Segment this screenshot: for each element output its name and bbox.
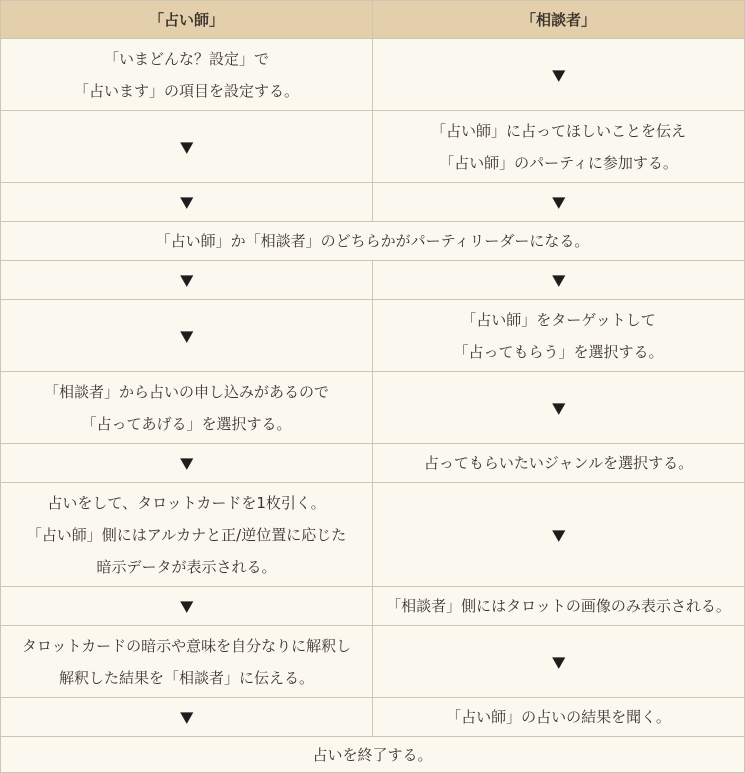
fortune-teller-step-cell (1, 483, 373, 587)
step-text-line: 「占います」の項目を設定する。 (73, 81, 299, 100)
down-triangle-icon: ▼ (551, 193, 566, 211)
step-text-line: 占ってもらいたいジャンルを選択する。 (423, 454, 694, 472)
step-text-line: 「占い師」の占いの結果を聞く。 (446, 708, 671, 726)
down-triangle-icon: ▼ (179, 454, 194, 472)
step-text-line: タロットカードの暗示や意味を自分なりに解釈し (21, 636, 352, 655)
flow-row (1, 444, 745, 483)
fortune-teller-step-cell (1, 183, 373, 222)
down-triangle-icon: ▼ (551, 652, 566, 671)
step-text-line: 「相談者」から占いの申し込みがあるので (43, 382, 329, 401)
step-text-line: 「占い師」側にはアルカナと正/逆位置に応じた (26, 525, 347, 544)
flow-body (1, 39, 745, 773)
step-text-line: 占いをして、タロットカードを1枚引く。 (47, 493, 326, 512)
step-text-line: 「占い師」のパーティに参加する。 (439, 153, 678, 172)
flow-row (1, 300, 745, 372)
flow-row (1, 737, 745, 773)
fortune-teller-step-cell (1, 39, 373, 111)
down-triangle-icon: ▼ (179, 193, 194, 211)
consultant-step-cell (373, 111, 745, 183)
header-consultant: 「相談者」 (373, 1, 745, 39)
flow-row (1, 483, 745, 587)
flow-row (1, 222, 745, 261)
down-triangle-icon: ▼ (179, 597, 194, 615)
step-text-line: 「占い師」に占ってほしいことを伝え (430, 121, 686, 140)
consultant-step-cell (373, 587, 745, 626)
down-triangle-icon: ▼ (179, 137, 194, 156)
shared-step-cell (1, 222, 745, 261)
step-text-line: 占いを終了する。 (312, 745, 433, 764)
fortune-teller-step-cell (1, 372, 373, 444)
consultant-step-cell (373, 483, 745, 587)
step-text-line: 「占ってあげる」を選択する。 (81, 414, 292, 433)
step-text-line: 解釈した結果を「相談者」に伝える。 (58, 668, 314, 687)
flow-row (1, 183, 745, 222)
consultant-step-cell (373, 300, 745, 372)
consultant-step-cell (373, 39, 745, 111)
fortune-teller-step-cell (1, 261, 373, 300)
fortune-teller-step-cell (1, 626, 373, 698)
consultant-step-cell (373, 444, 745, 483)
down-triangle-icon: ▼ (551, 398, 566, 417)
consultant-step-cell (373, 626, 745, 698)
step-text-line: 「占ってもらう」を選択する。 (453, 342, 664, 361)
down-triangle-icon: ▼ (179, 326, 194, 345)
down-triangle-icon: ▼ (551, 65, 566, 84)
flow-row (1, 261, 745, 300)
fortune-teller-step-cell (1, 111, 373, 183)
flow-row (1, 626, 745, 698)
fortune-teller-step-cell (1, 444, 373, 483)
flow-row (1, 698, 745, 737)
flow-row (1, 587, 745, 626)
down-triangle-icon: ▼ (179, 271, 194, 289)
flow-row (1, 111, 745, 183)
consultant-step-cell (373, 698, 745, 737)
shared-step-cell (1, 737, 745, 773)
step-text-line: 「占い師」か「相談者」のどちらかがパーティリーダーになる。 (155, 232, 590, 250)
consultant-step-cell (373, 261, 745, 300)
fortune-teller-step-cell (1, 300, 373, 372)
down-triangle-icon: ▼ (551, 271, 566, 289)
flow-row (1, 39, 745, 111)
header-fortune-teller: 「占い師」 (1, 1, 373, 39)
step-text-line: 「いまどんな？設定」で (103, 49, 269, 68)
flow-row (1, 372, 745, 444)
header-row (1, 1, 745, 39)
fortune-teller-step-cell (1, 698, 373, 737)
step-text-line: 「占い師」をターゲットして (461, 310, 656, 329)
step-text-line: 「相談者」側にはタロットの画像のみ表示される。 (386, 597, 731, 615)
down-triangle-icon: ▼ (179, 708, 194, 726)
down-triangle-icon: ▼ (551, 525, 566, 544)
consultant-step-cell (373, 183, 745, 222)
step-text-line: 暗示データが表示される。 (96, 557, 277, 576)
consultant-step-cell (373, 372, 745, 444)
fortune-teller-step-cell (1, 587, 373, 626)
